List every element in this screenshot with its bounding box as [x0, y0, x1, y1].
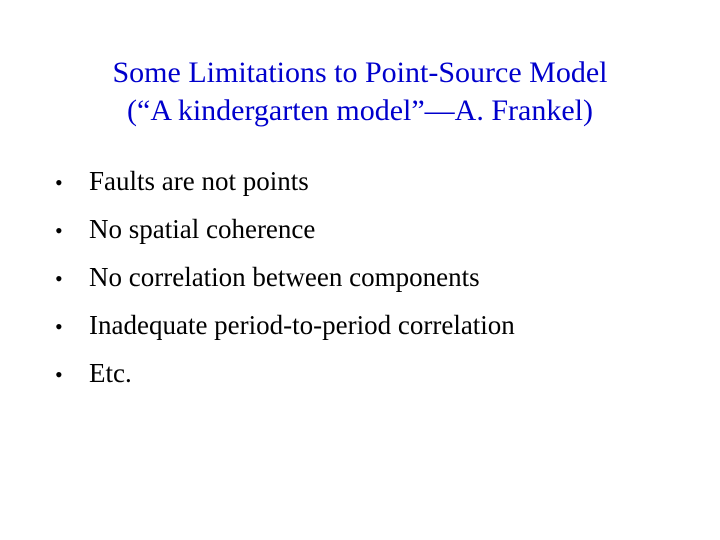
bullet-text: Faults are not points	[89, 166, 309, 196]
slide-title	[36, 54, 684, 130]
bullet-icon: •	[55, 170, 63, 195]
bullet-icon: •	[55, 362, 63, 387]
bullet-text: No spatial coherence	[89, 214, 316, 244]
bullet-text: No correlation between components	[89, 262, 480, 292]
bullet-item	[55, 356, 515, 392]
bullet-list	[55, 164, 515, 404]
bullet-item	[55, 308, 515, 344]
title-line-1: Some Limitations to Point-Source Model	[112, 56, 608, 89]
bullet-icon: •	[55, 314, 63, 339]
bullet-icon: •	[55, 266, 63, 291]
bullet-text: Inadequate period-to-period correlation	[89, 310, 515, 340]
title-line-2: (“A kindergarten model”—A. Frankel)	[127, 94, 593, 127]
bullet-item	[55, 212, 515, 248]
bullet-item	[55, 164, 515, 200]
bullet-item	[55, 260, 515, 296]
bullet-text: Etc.	[89, 358, 132, 388]
bullet-icon: •	[55, 218, 63, 243]
